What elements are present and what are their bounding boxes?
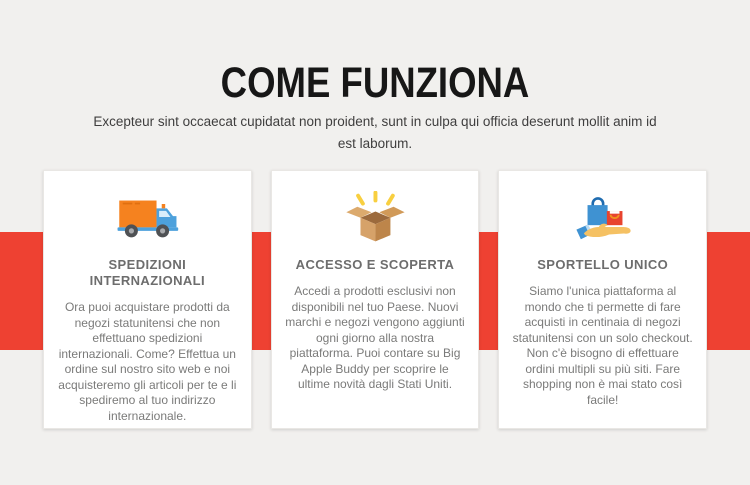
card-body: Accedi a prodotti esclusivi non disponibili nel tuo Paese. Nuovi marchi e negozi vengono aggiunti ogni giorno alla nostra piattaforma. Puoi contare su Big Apple Buddy per scoprire le ultime novità dagli Stati Uniti. [285, 284, 465, 391]
card-title: ACCESSO E SCOPERTA [295, 257, 455, 272]
card-title: SPORTELLO UNICO [537, 257, 669, 272]
card-sportello-unico [498, 170, 707, 429]
delivery-truck-icon [56, 191, 239, 243]
card-body: Siamo l'unica piattaforma al mondo che ti permette di fare acquisti in centinaia di negozi statunitensi con un solo checkout. Non c'è bisogno di effettuare ordini multipli su più siti. Fare shopping non è mai stato così facile! [512, 284, 693, 407]
section-subtitle: Excepteur sint occaecat cupidatat non proident, sunt in culpa qui officia deserunt mollit anim id est laborum. [93, 113, 657, 151]
page-title: COME FUNZIONA [220, 58, 530, 107]
card-accesso-e-scoperta [271, 170, 480, 429]
card-spedizioni-internazionali [43, 170, 252, 429]
feature-cards-row [43, 170, 707, 429]
open-box-icon [284, 191, 467, 243]
card-title: SPEDIZIONI INTERNAZIONALI [89, 257, 206, 288]
hand-with-bags-icon [511, 191, 694, 243]
card-body: Ora puoi acquistare prodotti da negozi statunitensi che non effettuano spedizioni internazionali. Come? Effettua un ordine sul nostro sito web e noi acquisteremo gli articoli per te e li spediremo al tuo indirizzo internazionale. [58, 300, 237, 423]
